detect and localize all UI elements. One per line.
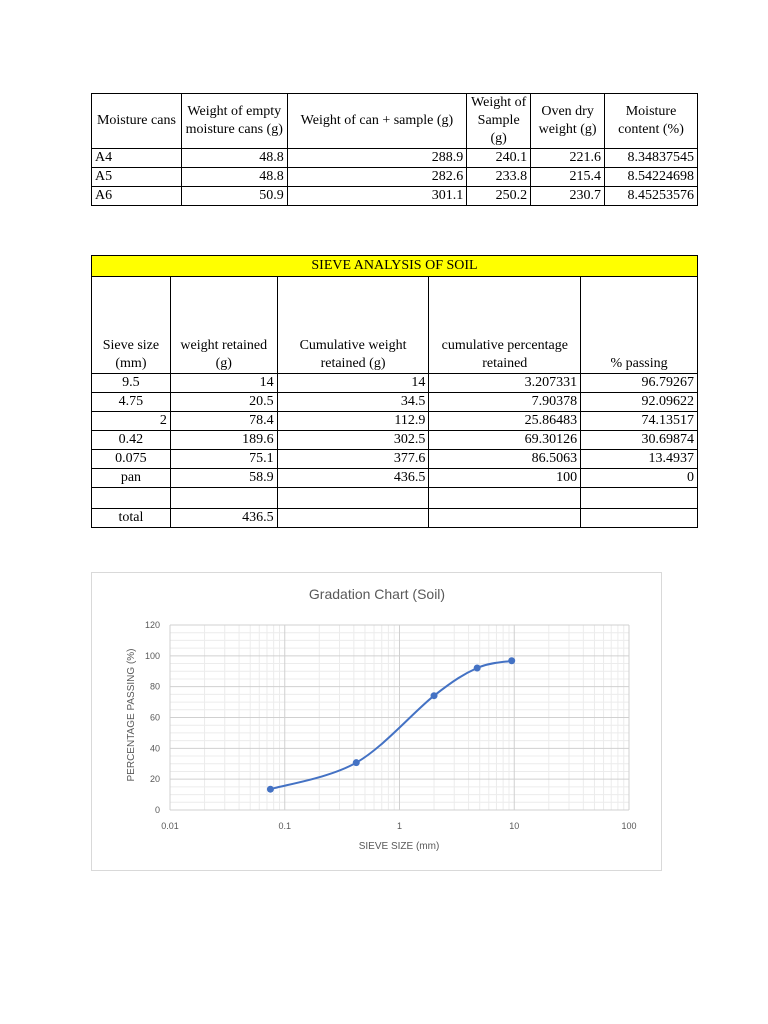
total-value: 436.5 — [170, 509, 277, 528]
header-percent-passing: % passing — [581, 277, 698, 374]
table-cell: 2 — [92, 412, 171, 431]
y-tick-label: 80 — [149, 681, 160, 692]
table-cell — [92, 488, 171, 509]
table-cell: 9.5 — [92, 374, 171, 393]
table-cell: 250.2 — [467, 187, 531, 206]
table-cell: 25.86483 — [429, 412, 581, 431]
header-cumulative-percentage: cumulative percentage retained — [429, 277, 581, 374]
table-row — [92, 393, 698, 412]
table-cell: 8.45253576 — [605, 187, 698, 206]
table-row — [92, 374, 698, 393]
chart-gridlines — [170, 625, 629, 810]
table-cell — [277, 509, 429, 528]
table-cell: 4.75 — [92, 393, 171, 412]
header-moisture-content: Moisture content (%) — [605, 94, 698, 149]
table-cell — [429, 509, 581, 528]
table-cell: 189.6 — [170, 431, 277, 450]
y-tick-label: 0 — [154, 805, 160, 815]
x-tick-label: 0.1 — [278, 821, 292, 831]
table-cell: 96.79267 — [581, 374, 698, 393]
table-cell: 69.30126 — [429, 431, 581, 450]
data-point — [508, 657, 515, 664]
y-tick-label: 120 — [144, 620, 160, 630]
table-row — [92, 187, 698, 206]
table-cell: 377.6 — [277, 450, 429, 469]
header-cumulative-weight: Cumulative weight retained (g) — [277, 277, 429, 374]
table-cell — [429, 488, 581, 509]
sieve-table-title: SIEVE ANALYSIS OF SOIL — [92, 256, 698, 277]
table-cell: 221.6 — [531, 149, 605, 168]
table-cell — [581, 509, 698, 528]
total-label: total — [92, 509, 171, 528]
table-cell: 3.207331 — [429, 374, 581, 393]
table-cell: 75.1 — [170, 450, 277, 469]
header-oven-dry-weight: Oven dry weight (g) — [531, 94, 605, 149]
table-cell: 288.9 — [287, 149, 467, 168]
data-point — [474, 665, 481, 672]
table-cell: 230.7 — [531, 187, 605, 206]
table-cell: 48.8 — [181, 149, 287, 168]
table-cell: 34.5 — [277, 393, 429, 412]
y-tick-label: 100 — [144, 650, 160, 661]
table-row — [92, 450, 698, 469]
header-weight-retained: weight retained (g) — [170, 277, 277, 374]
table-cell: 301.1 — [287, 187, 467, 206]
data-point — [267, 786, 274, 793]
table-cell: 50.9 — [181, 187, 287, 206]
header-sample-weight: Weight of Sample (g) — [467, 94, 531, 149]
table-cell: 240.1 — [467, 149, 531, 168]
table-cell: 14 — [277, 374, 429, 393]
table-cell: 0.42 — [92, 431, 171, 450]
table-cell: 14 — [170, 374, 277, 393]
table-cell: 30.69874 — [581, 431, 698, 450]
table-cell: 112.9 — [277, 412, 429, 431]
table-cell: A4 — [92, 149, 182, 168]
data-point — [431, 692, 438, 699]
table-cell: 13.4937 — [581, 450, 698, 469]
x-tick-label: 1 — [396, 821, 403, 831]
x-tick-label: 100 — [621, 821, 637, 831]
table-cell: A5 — [92, 168, 182, 187]
chart-title: Gradation Chart (Soil) — [308, 586, 446, 602]
x-tick-label: 0.01 — [161, 821, 179, 831]
table-cell: 8.34837545 — [605, 149, 698, 168]
sieve-header-row — [92, 277, 698, 374]
data-point — [353, 759, 360, 766]
table-cell: 58.9 — [170, 469, 277, 488]
table-cell: 48.8 — [181, 168, 287, 187]
y-tick-label: 60 — [149, 712, 160, 723]
table-cell: pan — [92, 469, 171, 488]
table-cell — [170, 488, 277, 509]
y-tick-label: 40 — [149, 743, 160, 754]
total-row — [92, 509, 698, 528]
table-cell: 74.13517 — [581, 412, 698, 431]
table-cell: 302.5 — [277, 431, 429, 450]
table-cell: 78.4 — [170, 412, 277, 431]
y-tick-label: 20 — [149, 774, 160, 785]
table-row — [92, 168, 698, 187]
table-cell: 215.4 — [531, 168, 605, 187]
table-cell: 233.8 — [467, 168, 531, 187]
header-empty-can-weight: Weight of empty moisture cans (g) — [181, 94, 287, 149]
moisture-table — [91, 93, 698, 206]
table-cell: 100 — [429, 469, 581, 488]
x-tick-label: 10 — [509, 821, 520, 831]
table-cell: 8.54224698 — [605, 168, 698, 187]
header-sieve-size: Sieve size (mm) — [92, 277, 171, 374]
table-cell: 7.90378 — [429, 393, 581, 412]
x-axis-label: SIEVE SIZE (mm) — [358, 841, 440, 852]
table-row — [92, 149, 698, 168]
sieve-analysis-table — [91, 255, 698, 528]
table-cell: 20.5 — [170, 393, 277, 412]
table-cell: 436.5 — [277, 469, 429, 488]
table-cell: A6 — [92, 187, 182, 206]
table-cell: 86.5063 — [429, 450, 581, 469]
table-cell: 282.6 — [287, 168, 467, 187]
chart-svg — [92, 573, 663, 872]
table-row — [92, 469, 698, 488]
moisture-header-row — [92, 94, 698, 149]
header-moisture-cans: Moisture cans — [92, 94, 182, 149]
gradation-chart — [91, 572, 662, 871]
table-row — [92, 412, 698, 431]
table-cell: 0 — [581, 469, 698, 488]
sieve-title-row — [92, 256, 698, 277]
table-cell — [277, 488, 429, 509]
table-cell: 92.09622 — [581, 393, 698, 412]
table-cell: 0.075 — [92, 450, 171, 469]
table-cell — [581, 488, 698, 509]
y-axis-label: PERCENTAGE PASSING (%) — [126, 648, 137, 782]
header-can-plus-sample: Weight of can + sample (g) — [287, 94, 467, 149]
empty-row — [92, 488, 698, 509]
table-row — [92, 431, 698, 450]
